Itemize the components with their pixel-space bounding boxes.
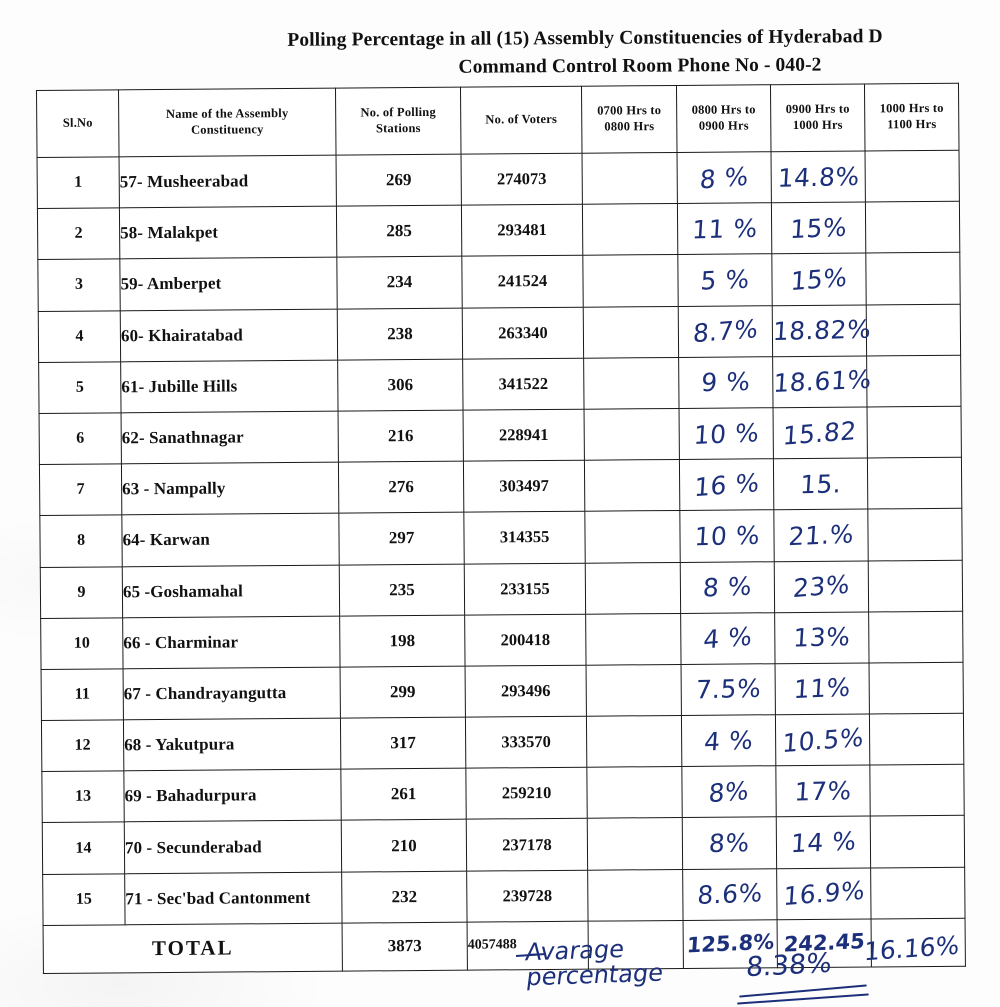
cell-constituency-name: 68 - Yakutpura <box>123 718 340 771</box>
cell-slno: 11 <box>41 669 123 721</box>
cell-slot-1000-1100 <box>869 713 963 765</box>
cell-polling-stations: 299 <box>340 666 465 718</box>
cell-slno: 3 <box>38 259 120 311</box>
header-row <box>37 83 959 157</box>
cell-slot-0900-1000 <box>776 765 870 817</box>
cell-voters: 263340 <box>462 307 583 359</box>
cell-constituency-name: 70 - Secunderabad <box>124 821 341 874</box>
document-title-block <box>0 28 1000 78</box>
cell-polling-stations: 198 <box>340 615 465 667</box>
cell-polling-stations: 306 <box>338 359 463 411</box>
cell-voters: 237178 <box>466 819 587 871</box>
total-voters: 4057488 <box>467 921 588 970</box>
cell-slno: 6 <box>39 413 121 465</box>
cell-slot-0800-0900 <box>682 766 776 818</box>
average-percentage-value-0800-0900: 8.38% <box>744 947 833 984</box>
cell-voters: 314355 <box>464 512 585 564</box>
cell-slno: 12 <box>41 720 123 772</box>
column-header-slot-1000-1100-line2: 1100 Hrs <box>887 116 937 132</box>
cell-voters: 274073 <box>461 153 582 205</box>
cell-slot-0800-0900 <box>682 817 776 869</box>
column-header-slot-0700-0800 <box>581 85 677 153</box>
cell-slot-0900-1000 <box>776 816 870 868</box>
column-header-polling-stations-line2: Stations <box>375 120 421 136</box>
cell-slot-0900-1000 <box>772 305 873 357</box>
cell-slot-1000-1100 <box>868 560 962 612</box>
average-percentage-value-0900-1000: 16.16% <box>863 930 960 967</box>
cell-slot-0900-1000-ink: 13% <box>792 622 852 653</box>
average-percentage-label <box>521 935 668 991</box>
cell-slno: 14 <box>42 822 124 874</box>
column-header-slot-1000-1100 <box>864 83 959 151</box>
column-header-constituency-name-line1: Name of the Assembly <box>165 106 289 122</box>
cell-polling-stations: 235 <box>339 564 464 616</box>
cell-slot-0900-1000-ink: 17% <box>793 775 853 807</box>
cell-polling-stations: 238 <box>337 308 462 360</box>
cell-polling-stations: 269 <box>336 154 461 206</box>
cell-slot-0800-0900 <box>678 305 772 357</box>
cell-polling-stations: 234 <box>337 257 462 309</box>
cell-polling-stations: 210 <box>341 820 466 872</box>
cell-slot-0800-0900-ink: 8.7% <box>691 314 759 349</box>
cell-slot-1000-1100 <box>869 662 963 714</box>
cell-slot-0700-0800 <box>582 204 677 256</box>
cell-voters: 293496 <box>465 665 586 717</box>
cell-polling-stations: 261 <box>341 768 466 820</box>
cell-slot-0800-0900 <box>678 254 772 306</box>
table-row <box>40 509 962 567</box>
cell-slot-0700-0800 <box>586 716 681 768</box>
cell-constituency-name: 67 - Chandrayangutta <box>123 667 340 720</box>
cell-slot-0900-1000 <box>773 458 867 510</box>
cell-polling-stations: 232 <box>342 871 467 923</box>
cell-slot-0800-0900-ink: 11 % <box>690 213 759 245</box>
cell-slot-0700-0800 <box>584 460 679 512</box>
column-header-slot-0700-0800-line1: 0700 Hrs to <box>597 103 662 118</box>
cell-slot-0900-1000 <box>774 509 868 561</box>
cell-constituency-name: 59- Amberpet <box>120 258 337 311</box>
column-header-slot-0900-1000-line2: 1000 Hrs <box>792 117 843 133</box>
cell-slot-1000-1100 <box>866 253 960 305</box>
cell-slot-0800-0900 <box>679 459 773 511</box>
cell-constituency-name: 57- Musheerabad <box>119 155 336 208</box>
cell-voters: 341522 <box>463 358 584 410</box>
cell-slot-1000-1100 <box>869 611 963 663</box>
cell-constituency-name: 63 - Nampally <box>121 462 338 515</box>
table-row <box>39 406 961 464</box>
cell-voters: 239728 <box>467 870 588 922</box>
cell-slot-0800-0900-ink: 8% <box>707 775 751 809</box>
column-header-slot-0800-0900 <box>676 85 771 153</box>
cell-slno: 5 <box>39 362 121 414</box>
average-percentage-label-line2: percentage <box>524 958 665 992</box>
cell-slot-0700-0800 <box>583 255 678 307</box>
cell-constituency-name: 64- Karwan <box>122 513 339 566</box>
cell-slot-0900-1000 <box>777 868 871 920</box>
cell-slot-0800-0900 <box>680 510 774 562</box>
cell-slot-0700-0800 <box>588 869 683 921</box>
table-row <box>39 457 961 515</box>
cell-slno: 8 <box>40 515 122 567</box>
cell-slot-0900-1000-ink: 21.% <box>787 519 855 552</box>
cell-slot-0800-0900-ink: 16 % <box>693 467 761 502</box>
total-slot-0900-1000-ink: 242.45 <box>782 929 866 957</box>
cell-slot-0900-1000 <box>775 663 869 715</box>
cell-slot-0700-0800 <box>585 511 680 563</box>
cell-slot-0800-0900 <box>679 356 773 408</box>
cell-slot-1000-1100 <box>867 355 961 407</box>
cell-slot-0900-1000-ink: 14.8% <box>776 161 861 193</box>
table-row <box>37 201 959 259</box>
cell-slot-0900-1000 <box>773 407 867 459</box>
table-header <box>37 83 959 157</box>
table-row <box>42 764 964 822</box>
column-header-slno: Sl.No <box>37 90 120 158</box>
cell-polling-stations: 317 <box>340 717 465 769</box>
cell-slno: 1 <box>37 157 119 209</box>
table-row <box>41 662 963 720</box>
cell-constituency-name: 65 -Goshamahal <box>122 565 339 618</box>
cell-slot-0900-1000-ink: 18.82% <box>772 314 873 347</box>
cell-slot-0800-0900-ink: 10 % <box>693 520 761 552</box>
cell-polling-stations: 276 <box>338 461 463 513</box>
cell-voters: 259210 <box>466 767 587 819</box>
cell-slot-0700-0800 <box>587 767 682 819</box>
cell-voters: 241524 <box>462 256 583 308</box>
cell-slot-0900-1000 <box>771 202 865 254</box>
table-row <box>41 713 963 771</box>
total-polling-stations: 3873 <box>342 922 467 971</box>
column-header-voters: No. of Voters <box>460 86 582 154</box>
cell-constituency-name: 61- Jubille Hills <box>121 360 338 413</box>
cell-slot-0900-1000-ink: 14 % <box>789 826 858 859</box>
cell-slot-1000-1100 <box>867 406 961 458</box>
page-title-line-1: Polling Percentage in all (15) Assembly Constituencies of Hyderabad D <box>287 26 883 51</box>
total-slot-0800-0900-ink: 125.8% <box>685 929 775 958</box>
table-row <box>43 867 965 925</box>
cell-slot-0900-1000-ink: 23% <box>792 569 851 604</box>
cell-slot-0900-1000-ink: 15% <box>789 212 849 244</box>
total-label: TOTAL <box>43 923 342 973</box>
column-header-slot-0800-0900-line2: 0900 Hrs <box>698 118 749 133</box>
cell-slot-0800-0900 <box>681 664 775 716</box>
cell-slot-1000-1100 <box>867 457 961 509</box>
cell-slot-0700-0800 <box>582 152 677 204</box>
cell-slot-0800-0900-ink: 10 % <box>692 417 760 450</box>
table-row <box>40 560 962 618</box>
average-percentage-label-line1: Avarage <box>523 934 626 967</box>
cell-slot-0800-0900-ink: 4 % <box>703 725 755 757</box>
cell-voters: 333570 <box>465 716 586 768</box>
cell-constituency-name: 66 - Charminar <box>123 616 340 669</box>
column-header-slot-0700-0800-line2: 0800 Hrs <box>604 119 655 134</box>
column-header-constituency-name <box>119 88 337 157</box>
cell-slot-0800-0900-ink: 7.5% <box>694 674 762 705</box>
cell-slot-0900-1000 <box>774 560 868 612</box>
cell-slot-0800-0900 <box>680 561 774 613</box>
cell-slot-0800-0900-ink: 8.6% <box>696 878 764 911</box>
cell-slot-0800-0900-ink: 9 % <box>700 367 752 398</box>
cell-slno: 15 <box>43 873 125 925</box>
cell-voters: 233155 <box>464 563 585 615</box>
cell-slot-1000-1100 <box>871 867 965 919</box>
cell-slno: 4 <box>38 310 120 362</box>
cell-slot-0800-0900-ink: 8 % <box>701 571 753 603</box>
cell-slot-0700-0800 <box>584 357 679 409</box>
cell-slot-0900-1000-ink: 10.5% <box>780 722 865 758</box>
column-header-slot-0800-0900-line1: 0800 Hrs to <box>691 102 756 118</box>
cell-slno: 2 <box>37 208 119 260</box>
column-header-slot-0900-1000 <box>770 84 865 152</box>
cell-slot-0700-0800 <box>586 664 681 716</box>
cell-slot-0800-0900 <box>681 612 775 664</box>
cell-constituency-name: 71 - Sec'bad Cantonment <box>125 872 342 925</box>
cell-slot-0900-1000 <box>775 612 869 664</box>
table-row <box>42 816 964 874</box>
cell-slot-1000-1100 <box>865 150 959 202</box>
cell-constituency-name: 58- Malakpet <box>119 206 336 259</box>
cell-slot-1000-1100 <box>868 509 962 561</box>
cell-voters: 303497 <box>463 460 584 512</box>
cell-slot-0700-0800 <box>584 408 679 460</box>
column-header-slot-0900-1000-line1: 0900 Hrs to <box>785 101 850 117</box>
cell-voters: 293481 <box>461 204 582 256</box>
cell-slot-0900-1000-ink: 15. <box>799 469 843 500</box>
cell-slot-1000-1100 <box>865 201 959 253</box>
cell-slot-0800-0900 <box>681 715 775 767</box>
table-row <box>37 150 959 208</box>
cell-slot-1000-1100 <box>866 304 960 356</box>
cell-constituency-name: 62- Sanathnagar <box>121 411 338 464</box>
cell-slno: 9 <box>40 566 122 618</box>
cell-slot-0800-0900 <box>677 203 771 255</box>
cell-slno: 7 <box>39 464 121 516</box>
cell-polling-stations: 216 <box>338 410 463 462</box>
cell-slot-0900-1000 <box>775 714 869 766</box>
cell-slot-0800-0900 <box>677 152 771 204</box>
table-row <box>38 253 960 311</box>
cell-slot-0900-1000-ink: 15.82 <box>782 415 859 451</box>
cell-slot-1000-1100 <box>870 816 964 868</box>
cell-polling-stations: 297 <box>339 512 464 564</box>
cell-slot-0900-1000-ink: 16.9% <box>782 875 866 912</box>
cell-slot-0900-1000-ink: 18.61% <box>772 365 873 399</box>
cell-polling-stations: 285 <box>336 205 461 257</box>
cell-slot-0800-0900-ink: 4 % <box>702 621 754 655</box>
cell-voters: 200418 <box>465 614 586 666</box>
column-header-polling-stations-line1: No. of Polling <box>360 105 436 120</box>
cell-slot-0900-1000-ink: 15% <box>789 262 849 297</box>
cell-slot-0700-0800 <box>585 562 680 614</box>
cell-slot-0900-1000 <box>772 253 866 305</box>
cell-slot-0900-1000 <box>772 356 873 408</box>
column-header-constituency-name-line2: Constituency <box>190 122 264 137</box>
table-row <box>38 304 960 362</box>
page-title-line-2: Command Control Room Phone No - 040-2 <box>458 54 822 78</box>
cell-slno: 13 <box>42 771 124 823</box>
cell-voters: 228941 <box>463 409 584 461</box>
cell-slot-0700-0800 <box>583 306 678 358</box>
column-header-slot-1000-1100-line1: 1000 Hrs to <box>879 101 944 116</box>
column-header-polling-stations <box>335 87 461 155</box>
cell-slot-0900-1000-ink: 11% <box>792 673 852 705</box>
cell-slot-0800-0900 <box>679 408 773 460</box>
cell-slot-0800-0900 <box>683 868 777 920</box>
polling-percentage-table-wrapper <box>36 83 965 974</box>
cell-slot-0800-0900-ink: 8% <box>708 828 751 859</box>
cell-slot-0700-0800 <box>587 818 682 870</box>
table-row <box>41 611 963 669</box>
cell-slno: 10 <box>41 618 123 670</box>
table-body <box>37 150 965 973</box>
cell-slot-1000-1100 <box>870 764 964 816</box>
cell-slot-0700-0800 <box>586 613 681 665</box>
polling-percentage-table <box>36 83 966 974</box>
cell-slot-0800-0900-ink: 8 % <box>698 161 750 195</box>
cell-slot-0900-1000 <box>771 151 865 203</box>
cell-constituency-name: 69 - Bahadurpura <box>124 769 341 822</box>
cell-slot-0800-0900-ink: 5 % <box>699 264 751 296</box>
cell-constituency-name: 60- Khairatabad <box>120 309 337 362</box>
table-row <box>39 355 961 413</box>
